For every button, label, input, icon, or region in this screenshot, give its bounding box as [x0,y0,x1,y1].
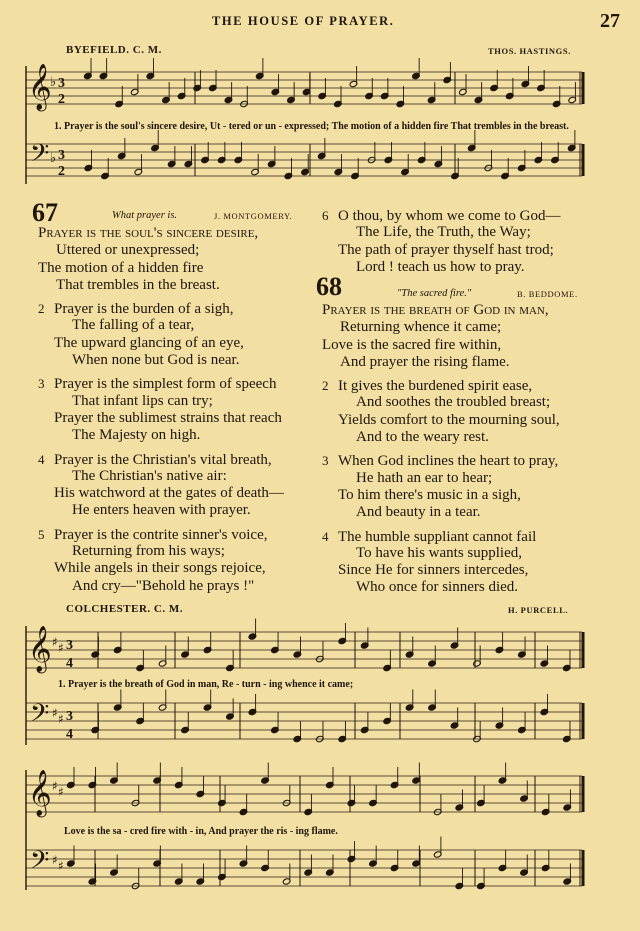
stanza-line: He hath an ear to hear; [356,469,493,486]
stanza-line: Returning from his ways; [72,543,225,560]
stanza-line: While angels in their songs rejoice, [54,560,266,577]
sharp-icon: ♯ [58,785,64,799]
verse-number: 4 [322,528,329,544]
sharp-icon: ♯ [58,641,64,655]
stanza-line: And beauty in a tear. [356,504,481,521]
running-title: THE HOUSE OF PRAYER. [212,14,395,28]
treble-clef-icon: 𝄞 [28,64,52,110]
tune-name: COLCHESTER. [66,603,151,615]
verse-number: 4 [38,451,45,467]
hymn-number-67: 67 [32,198,58,227]
stanza-line: The Majesty on high. [72,427,201,444]
time-signature-bottom: 4 [66,727,73,742]
time-signature-top: 3 [58,76,65,91]
bass-clef-icon: 𝄢 [30,139,50,174]
verse-number: 5 [38,526,45,542]
time-signature-bottom: 2 [58,92,65,107]
stanza-line-text: Prayer is the soul's sincere desire, [38,225,259,241]
stanza-line-text: Prayer is the Christian's vital breath, [54,451,272,468]
stanza-line-text: O thou, by whom we come to God— [338,208,561,224]
verse-number: 2 [322,378,329,394]
hymn-author-68: B. BEDDOME. [517,289,578,299]
stanza-line: The path of prayer thyself hast trod; [338,241,554,258]
time-signature-top: 3 [66,638,73,653]
flat-icon: ♭ [50,75,57,90]
lyric-byefield: 1. Prayer is the soul's sincere desire, Ut - tered or un - expressed; The motion of a hidden fire That trembles in the breast. [54,121,569,132]
composer-hastings: THOS. HASTINGS. [488,46,571,56]
hymn-number-68: 68 [316,272,342,301]
stanza-line: The motion of a hidden fire [38,259,204,276]
stanza-line-text: Prayer is the simplest form of speech [54,376,277,393]
stanza-line: When none but God is near. [72,352,240,369]
stanza-line: The Life, the Truth, the Way; [356,224,531,241]
stanza-line: And soothes the troubled breast; [356,394,551,411]
hymn-title-68: "The sacred fire." [397,288,472,299]
bass-clef-icon: 𝄢 [30,699,50,734]
stanza-line-text: Prayer is the breath of God in man, [322,302,549,318]
sharp-icon: ♯ [52,635,58,649]
stanza-line: The falling of a tear, [72,317,195,334]
treble-clef-icon: 𝄞 [28,626,52,672]
stanza-line: The upward glancing of an eye, [54,334,244,351]
stanza-line: Who once for sinners died. [356,579,519,596]
hymn-title-67: What prayer is. [112,210,178,221]
stanza-line-text: Prayer is the contrite sinner's voice, [54,526,268,543]
time-signature-top: 3 [58,148,65,163]
stanza-line: That trembles in the breast. [56,276,220,293]
sharp-icon: ♯ [52,706,58,720]
sharp-icon: ♯ [52,779,58,793]
stanza-line: Returning whence it came; [340,319,502,336]
stanza-line: To him there's music in a sigh, [338,486,521,503]
sharp-icon: ♯ [52,853,58,867]
stanza-line: His watchword at the gates of death— [54,485,284,502]
treble-clef-icon: 𝄞 [28,770,52,816]
stanza-line: Uttered or unexpressed; [56,242,200,259]
stanza-line: Love is the sacred fire within, [322,336,502,353]
stanza-line: He enters heaven with prayer. [72,502,251,519]
stanza-line: Since He for sinners intercedes, [338,562,529,579]
stanza-line: Prayer the sublimest strains that reach [54,409,282,426]
composer-purcell: H. PURCELL. [508,605,569,615]
verse-number: 3 [322,453,329,469]
stanza-line: And prayer the rising flame. [340,353,510,370]
time-signature-top: 3 [66,709,73,724]
sharp-icon: ♯ [58,712,64,726]
verse-number: 3 [38,376,45,392]
tune-meter: C. M. [132,44,162,56]
lyric-colchester-line-2: Love is the sa - cred fire with - in, And prayer the ris - ing flame. [64,826,338,837]
flat-icon: ♭ [50,151,57,166]
stanza-line: Yields comfort to the mourning soul, [338,411,560,428]
tune-name: BYEFIELD. [66,44,130,56]
stanza-line-text: When God inclines the heart to pray, [338,453,559,470]
hymn-author-67: J. MONTGOMERY. [214,211,293,221]
stanza-line: The Christian's native air: [72,467,227,484]
bass-clef-icon: 𝄢 [30,846,50,881]
time-signature-bottom: 2 [58,164,65,179]
sharp-icon: ♯ [58,859,64,873]
stanza-line: And cry—"Behold he prays !" [72,577,255,594]
verse-number: 6 [322,208,329,223]
stanza-line: That infant lips can try; [72,392,213,409]
stanza-line-text: It gives the burdened spirit ease, [338,378,533,395]
page-number: 27 [600,10,620,32]
stanza-line-text: The humble suppliant cannot fail [338,528,537,545]
time-signature-bottom: 4 [66,656,73,671]
stanza-line: And to the weary rest. [356,429,489,446]
stanza-line-text: Prayer is the burden of a sigh, [54,301,234,318]
lyric-colchester-line-1: 1. Prayer is the breath of God in man, Re - turn - ing whence it came; [58,679,354,690]
stanza-line: To have his wants supplied, [356,544,523,561]
stanza-line: Lord ! teach us how to pray. [356,258,525,275]
verse-number: 2 [38,301,45,317]
tune-meter: C. M. [153,603,183,615]
